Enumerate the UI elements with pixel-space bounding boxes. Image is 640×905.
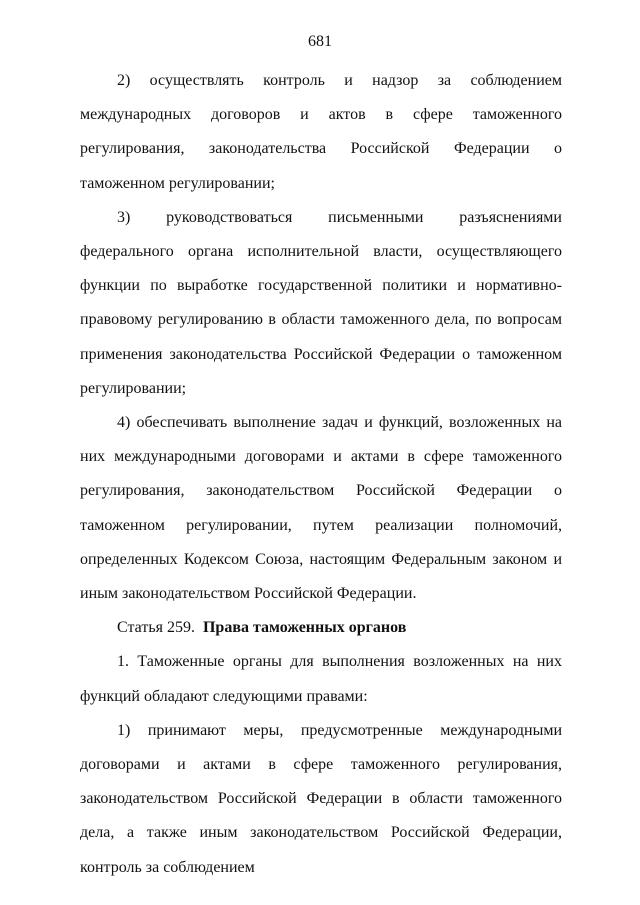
page-number: 681 (308, 33, 332, 50)
paragraph-item-3: 3) руководствоваться письменными разъяснениями федерального органа исполнительной власти, осуществляющего функции по выработке государственной политики и нормативно-правовому регулированию в области таможенного дела, по вопросам применения законодательства Российской Федерации о таможенном регулировании; (80, 208, 562, 397)
document-body (80, 64, 562, 885)
article-number: Статья 259. (117, 619, 195, 637)
paragraph-item-4: 4) обеспечивать выполнение задач и функций, возложенных на них международными договорами и актами в сфере таможенного регулирования, законодательством Российской Федерации о таможенном регулировании, путем реализации полномочий, определенных Кодексом Союза, настоящим Федеральным законом и иным законодательством Российской Федерации. (80, 414, 562, 603)
article-subclause-1: 1) принимают меры, предусмотренные международными договорами и актами в сфере таможенного регулирования, законодательством Российской Федерации в области таможенного дела, а также иным законодательством Российской Федерации, контроль за соблюдением (80, 721, 562, 876)
article-clause-1: 1. Таможенные органы для выполнения возложенных на них функций обладают следующими правами: (80, 653, 562, 705)
article-title: Права таможенных органов (202, 619, 407, 637)
paragraph-item-2: 2) осуществлять контроль и надзор за соблюдением международных договоров и актов в сфере таможенного регулирования, законодательства Российской Федерации о таможенном регулировании; (80, 72, 562, 192)
article-heading (80, 611, 562, 645)
